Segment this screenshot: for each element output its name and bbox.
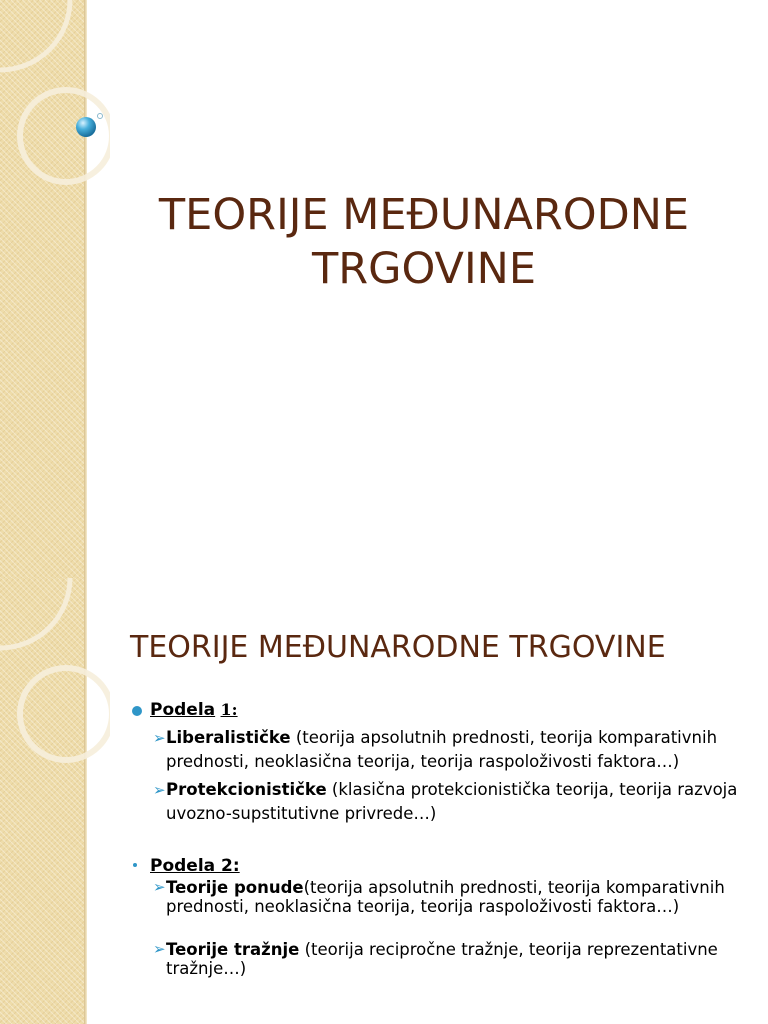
bullet-dot-icon bbox=[132, 706, 142, 716]
sub-item-title: Protekcionističke bbox=[166, 780, 327, 799]
sub-item-teorije-ponude bbox=[130, 878, 760, 916]
sub-item-text: (teorija recipročne tražnje, teorija reprezentativne tražnje…) bbox=[166, 940, 718, 978]
sub-item-text: (teorija apsolutnih prednosti, teorija komparativnih prednosti, neoklasična teorija, teorija raspoloživosti faktora…) bbox=[166, 878, 725, 916]
sub-item-teorije-traznje bbox=[130, 940, 760, 978]
podela-2-label: Podela 2: bbox=[150, 856, 240, 876]
sub-item-protekcionisticke bbox=[130, 778, 760, 826]
bullet-dot-icon bbox=[133, 863, 137, 867]
sub-item-title: Teorije tražnje bbox=[166, 940, 300, 959]
arrow-bullet-icon: ➢ bbox=[153, 729, 166, 747]
sub-item-liberalisticke bbox=[130, 726, 760, 774]
podela-1-label: Podela bbox=[150, 700, 216, 720]
decorative-rings bbox=[0, 578, 110, 778]
slide-title: TEORIJE MEĐUNARODNE TRGOVINE bbox=[158, 190, 690, 294]
sub-item-text: (teorija apsolutnih prednosti, teorija komparativnih prednosti, neoklasična teorija, teorija raspoloživosti faktora…) bbox=[166, 728, 718, 771]
podela-1-number: 1: bbox=[220, 700, 238, 719]
blue-orb-icon bbox=[76, 117, 96, 137]
content-slide bbox=[0, 578, 768, 1024]
slide-title: TEORIJE MEĐUNARODNE TRGOVINE bbox=[130, 630, 666, 665]
sub-item-title: Teorije ponude bbox=[166, 878, 304, 897]
sub-item-title: Liberalističke bbox=[166, 728, 291, 747]
arrow-bullet-icon: ➢ bbox=[153, 878, 166, 896]
small-ring-icon bbox=[98, 114, 103, 119]
sub-item-text: (klasična protekcionistička teorija, teorija razvoja uvozno-supstitutivne privrede…) bbox=[166, 780, 738, 823]
decorative-rings bbox=[0, 0, 110, 200]
list-item-podela-1 bbox=[130, 698, 760, 722]
arrow-bullet-icon: ➢ bbox=[153, 781, 166, 799]
slide-body bbox=[130, 698, 760, 978]
arrow-bullet-icon: ➢ bbox=[153, 940, 166, 958]
list-item-podela-2 bbox=[130, 854, 760, 878]
